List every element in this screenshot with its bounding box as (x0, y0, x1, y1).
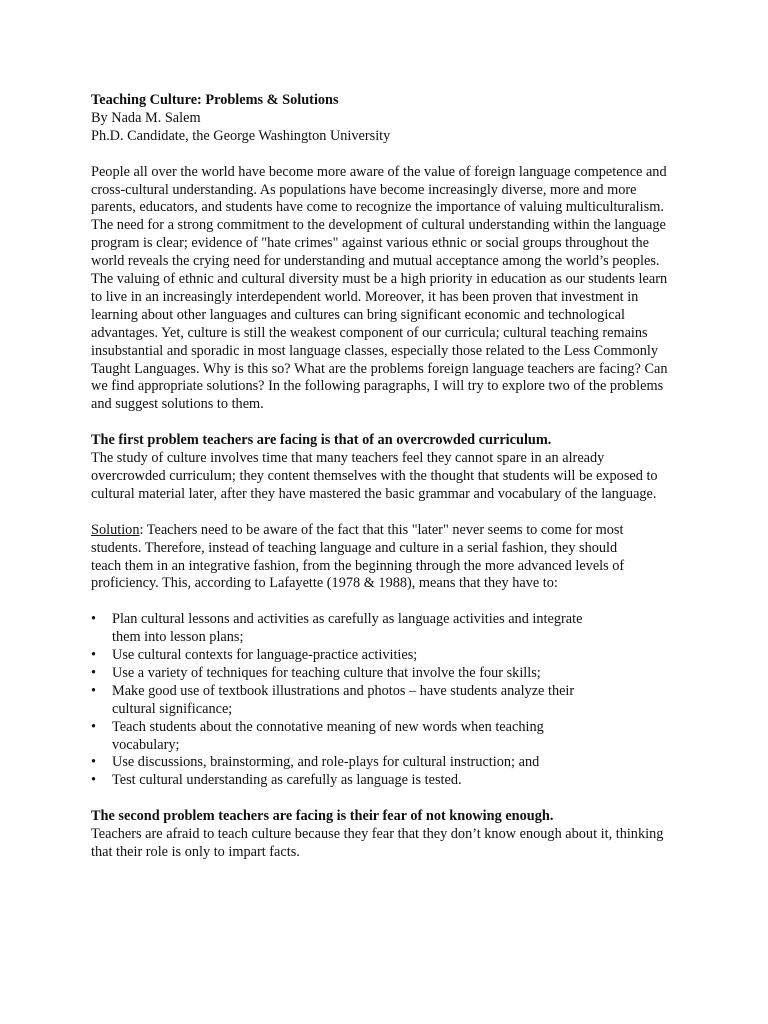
solution-label: Solution (91, 521, 140, 538)
problem-2-body: Teachers are afraid to teach culture because they fear that they don’t know enough about it, thinking that their role is only to impart facts. (91, 826, 664, 860)
problem-1-heading: The first problem teachers are facing is that of an overcrowded curriculum. (91, 432, 552, 449)
list-item (91, 772, 612, 790)
list-item-text: Use cultural contexts for language-practice activities; (112, 647, 418, 664)
bullet-icon: • (91, 611, 97, 628)
list-item (91, 683, 612, 719)
spacer (91, 414, 681, 432)
bullet-icon: • (91, 647, 97, 664)
list-item-text: Use a variety of techniques for teaching culture that involve the four skills; (112, 664, 541, 681)
bullet-icon: • (91, 718, 97, 735)
list-item-text: Teach students about the connotative meaning of new words when teaching vocabulary; (112, 718, 544, 753)
problem-2-heading: The second problem teachers are facing is their fear of not knowing enough. (91, 808, 554, 825)
list-item-text: Test cultural understanding as carefully as language is tested. (112, 772, 462, 789)
spacer (91, 790, 681, 808)
spacer (91, 593, 681, 611)
author-line: By Nada M. Salem (91, 109, 201, 126)
bullet-icon: • (91, 664, 97, 681)
problem-1-body: The study of culture involves time that many teachers feel they cannot spare in an already overcrowded curriculum; they content themselves with the thought that students will be exposed to cultural material later, after they have mastered the basic grammar and vocabulary of the language. (91, 450, 658, 502)
list-item (91, 754, 612, 772)
bullet-icon: • (91, 682, 97, 699)
bullet-icon: • (91, 754, 97, 771)
list-item-text: Make good use of textbook illustrations and photos – have students analyze their cultural significance; (112, 682, 575, 717)
list-item-text: Use discussions, brainstorming, and role-plays for cultural instruction; and (112, 754, 540, 771)
affiliation-line: Ph.D. Candidate, the George Washington University (91, 127, 391, 144)
spacer (91, 146, 681, 164)
list-item-text: Plan cultural lessons and activities as carefully as language activities and integrate them into lesson plans; (112, 611, 583, 646)
solution-1-text: : Teachers need to be aware of the fact that this "later" never seems to come for most students. Therefore, instead of teaching language and culture in a serial fashion, they should teach them in an integrative fashion, from the beginning through the more advanced levels of proficiency. This, according to Lafayette (1978 & 1988), means that they have to: (91, 521, 625, 592)
spacer (91, 504, 681, 522)
solution-bullet-list (91, 611, 681, 790)
solution-1-paragraph (91, 522, 631, 594)
document-title: Teaching Culture: Problems & Solutions (91, 92, 339, 108)
bullet-icon: • (91, 772, 97, 789)
list-item (91, 611, 612, 647)
list-item (91, 719, 612, 755)
list-item (91, 665, 612, 683)
document-page (91, 92, 681, 862)
intro-paragraph: People all over the world have become more aware of the value of foreign language competence and cross-cultural understanding. As populations have become increasingly diverse, more and more parents, educators, and students have come to recognize the importance of valuing multiculturalism. The need for a strong commitment to the development of cultural understanding within the language program is clear; evidence of "hate crimes" against various ethnic or social groups throughout the world reveals the crying need for understanding and mutual acceptance among the world’s peoples. The valuing of ethnic and cultural diversity must be a high priority in education as our students learn to live in an increasingly interdependent world. Moreover, it has been proven that investment in learning about other languages and cultures can bring significant economic and technological advantages. Yet, culture is still the weakest component of our curricula; cultural teaching remains insubstantial and sporadic in most language classes, especially those related to the Less Commonly Taught Languages. Why is this so? What are the problems foreign language teachers are facing? Can we find appropriate solutions? In the following paragraphs, I will try to explore two of the problems and suggest solutions to them. (91, 163, 668, 413)
list-item (91, 647, 612, 665)
